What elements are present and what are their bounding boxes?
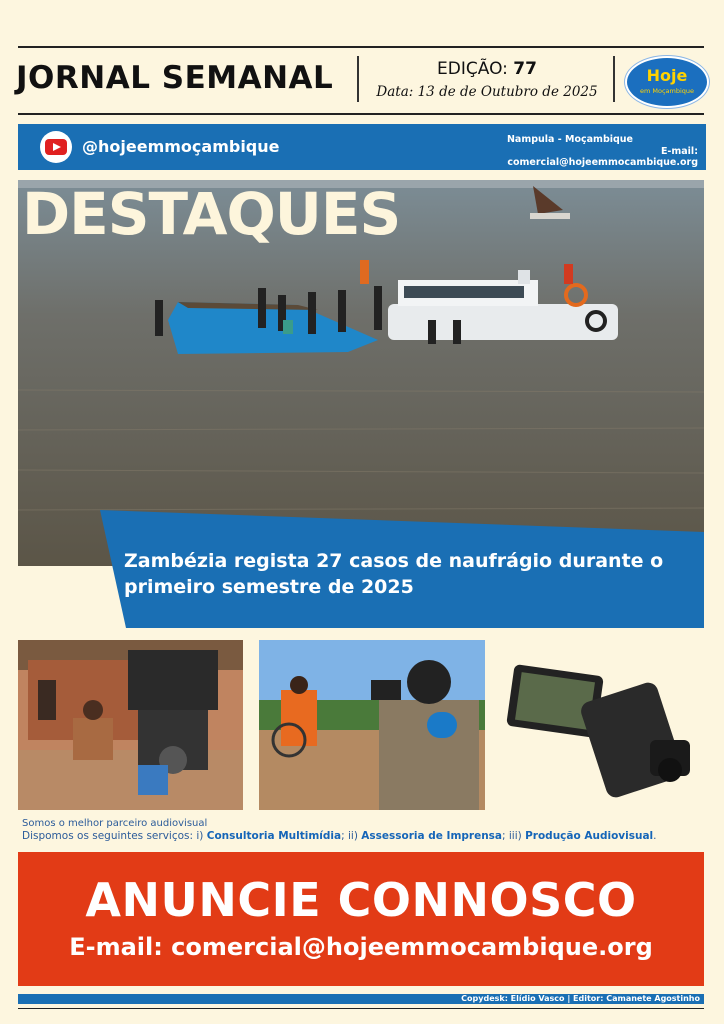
newspaper-title: JORNAL SEMANAL: [16, 60, 334, 96]
location-text: Nampula - Moçambique: [506, 134, 634, 145]
services-separator-1: ; ii): [341, 830, 358, 842]
edition-date: [364, 84, 610, 100]
service-multimedia: Consultoria Multimídia: [206, 830, 342, 842]
youtube-icon[interactable]: [40, 131, 72, 163]
interview-photo: [259, 640, 485, 810]
services-prefix: Dispomos os seguintes serviços: i): [22, 830, 204, 842]
edition-label: EDIÇÃO:: [437, 59, 508, 79]
footer-credits: Copydesk: Elídio Vasco | Editor: Camanete Agostinho: [461, 994, 700, 1003]
edition-number: 77: [513, 59, 537, 79]
promo-tagline: Somos o melhor parceiro audiovisual: [22, 818, 208, 829]
bottom-rule: [18, 1008, 704, 1009]
top-rule: [18, 46, 704, 48]
date-label: Data:: [376, 84, 414, 100]
services-line: [22, 830, 656, 842]
masthead-divider-left: [357, 56, 359, 102]
logo-main-text: Hoje: [646, 66, 688, 85]
service-press: Assessoria de Imprensa: [361, 830, 503, 842]
service-audiovisual: Produção Audiovisual: [525, 830, 654, 842]
cameraman-photo: [18, 640, 243, 810]
hoje-logo: [625, 56, 709, 108]
services-separator-2: ; iii): [502, 830, 522, 842]
edition-info: [380, 59, 594, 79]
services-end: .: [653, 830, 657, 842]
masthead-divider-right: [613, 56, 615, 102]
youtube-handle[interactable]: @hojeemmoçambique: [82, 137, 280, 156]
section-title: DESTAQUES: [22, 180, 401, 248]
ad-email[interactable]: E-mail: comercial@hojeemmocambique.org: [69, 933, 653, 961]
ad-title: ANUNCIE CONNOSCO: [85, 873, 637, 927]
main-headline[interactable]: Zambézia regista 27 casos de naufrágio durante o primeiro semestre de 2025: [124, 550, 664, 598]
contact-email[interactable]: E-mail: comercial@hojeemmocambique.org: [507, 146, 698, 168]
date-value: 13 de de Outubro de 2025: [417, 84, 598, 100]
logo-sub-text: em Moçambique: [639, 87, 695, 95]
camcorder-image: [500, 650, 704, 800]
masthead-bottom-rule: [18, 113, 704, 115]
